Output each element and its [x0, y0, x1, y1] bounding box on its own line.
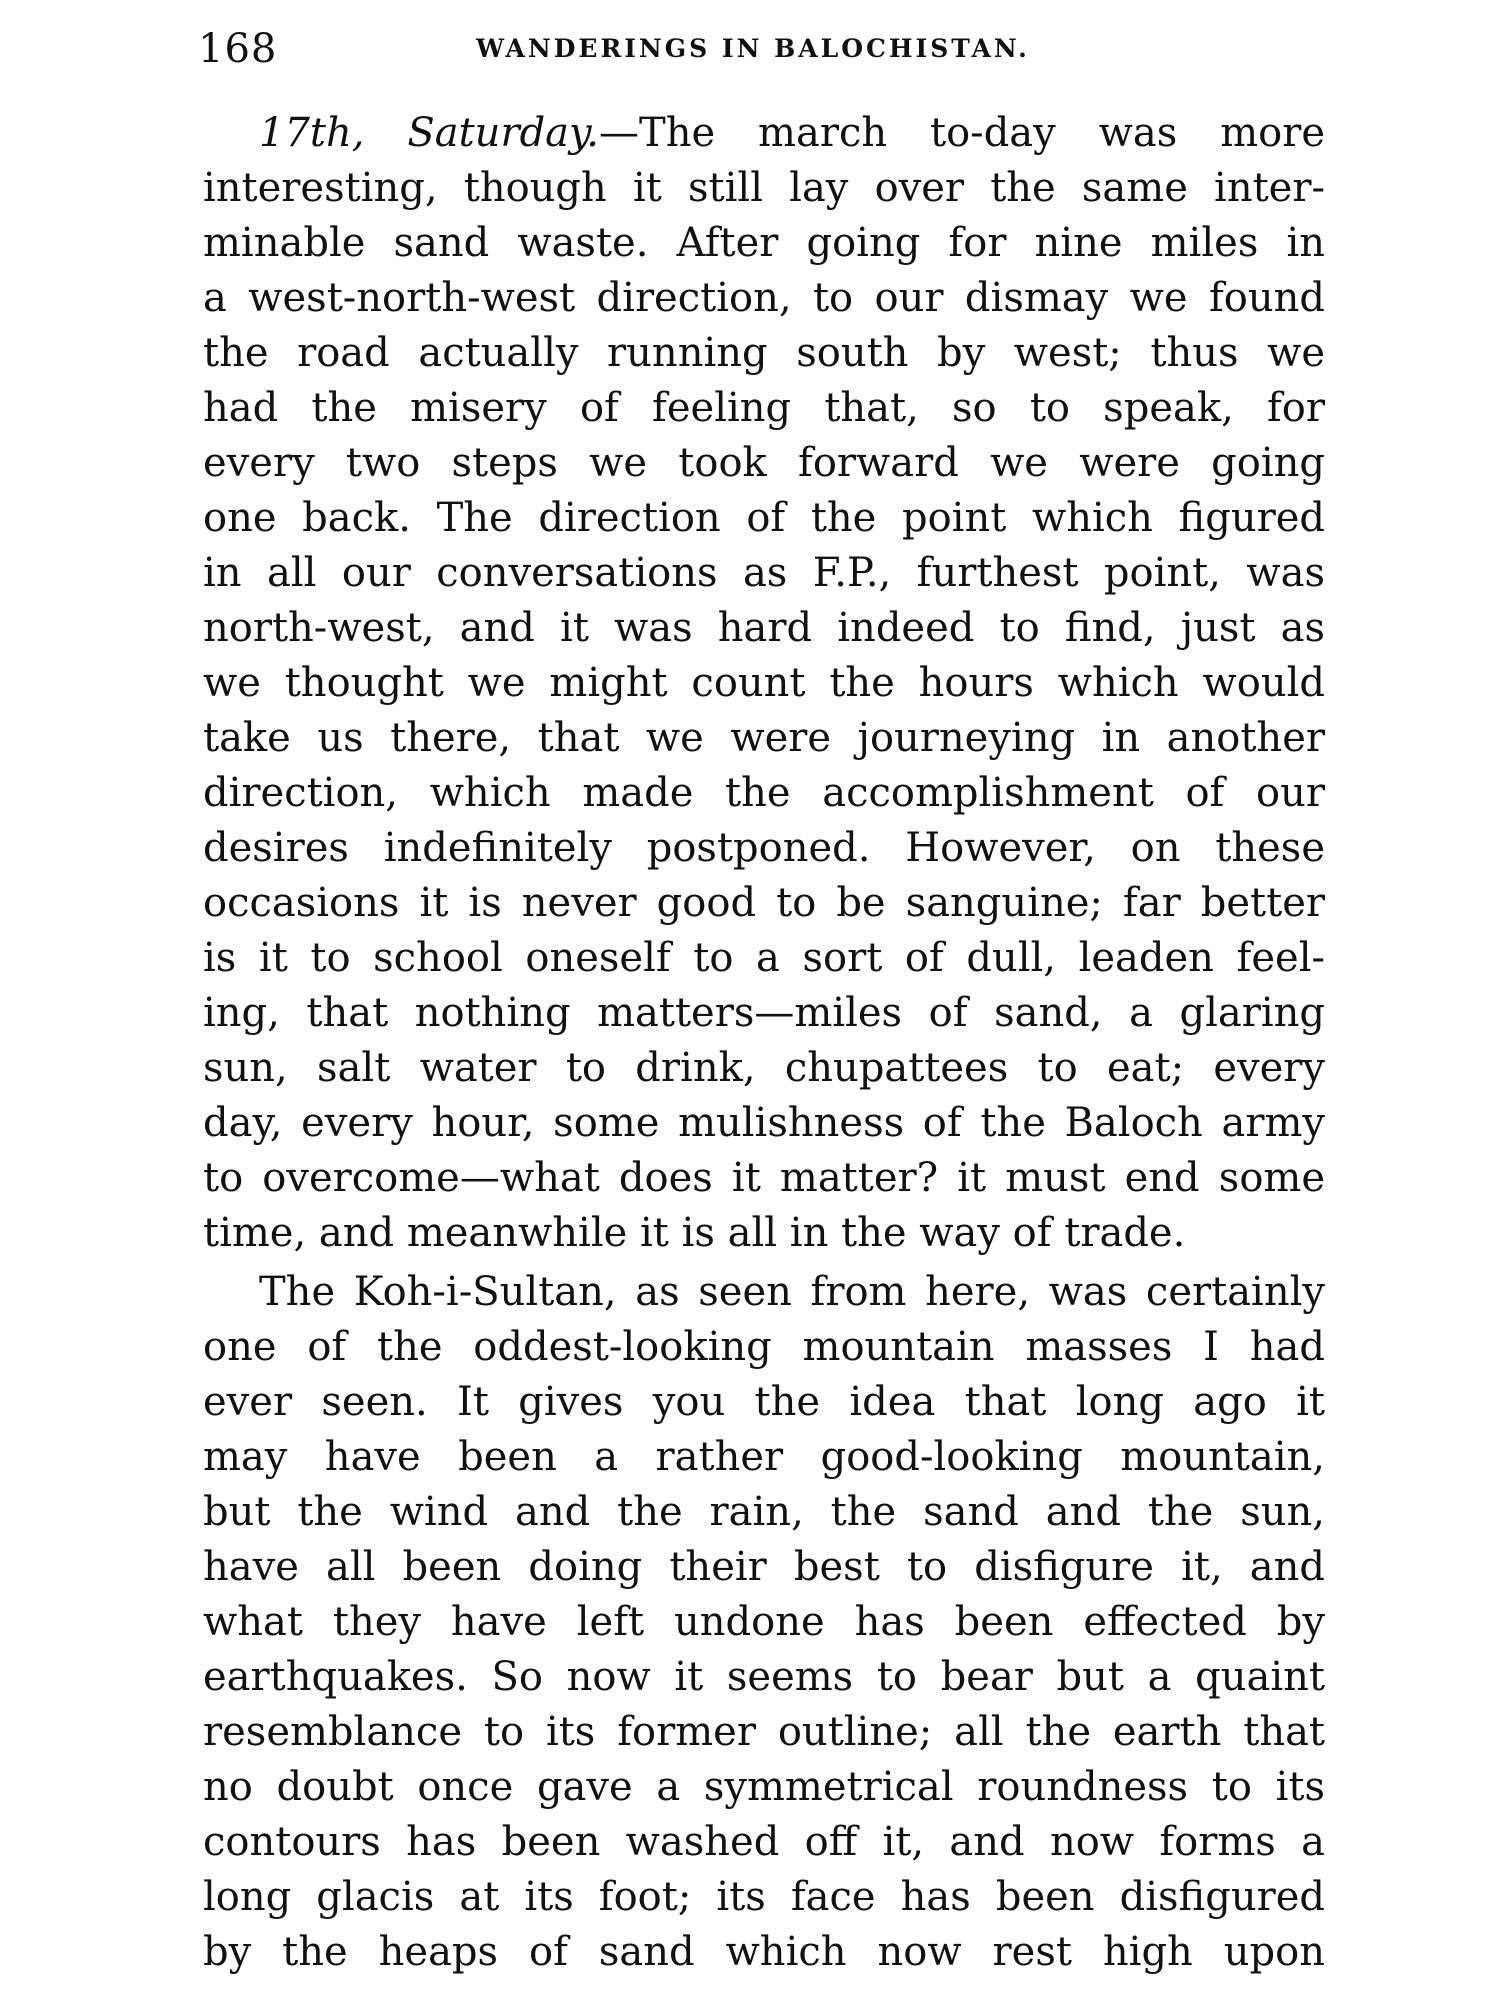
paragraph-line: we thought we might count the hours which would — [203, 660, 1325, 706]
paragraph-line — [203, 106, 1325, 161]
paragraph-line: no doubt once gave a symmetrical roundness to its — [203, 1764, 1325, 1810]
paragraph-line: one of the oddest-looking mountain masses I had — [203, 1324, 1325, 1370]
paragraph-line: earthquakes. So now it seems to bear but a quaint — [203, 1654, 1325, 1700]
paragraph-line: a west-north-west direction, to our dismay we found — [203, 275, 1325, 321]
paragraph-line: north-west, and it was hard indeed to find, just as — [203, 605, 1325, 651]
paragraph-line: may have been a rather good-looking mountain, — [203, 1434, 1325, 1480]
paragraph-line: time, and meanwhile it is all in the way of trade. — [203, 1210, 1186, 1256]
first-line-text: —The march to-day was more — [599, 110, 1325, 156]
paragraph-line: to overcome—what does it matter? it must end some — [203, 1155, 1325, 1201]
paragraph-line: interesting, though it still lay over the same inter- — [203, 165, 1325, 211]
paragraph-line: but the wind and the rain, the sand and the sun, — [203, 1489, 1325, 1535]
running-title: WANDERINGS IN BALOCHISTAN. — [476, 34, 1030, 63]
paragraph-line: sun, salt water to drink, chupattees to eat; every — [203, 1045, 1325, 1091]
paragraph-line: the road actually running south by west; thus we — [203, 330, 1325, 376]
paragraph-line: ing, that nothing matters—miles of sand, a glaring — [203, 990, 1325, 1036]
paragraph-line: in all our conversations as F.P., furthest point, was — [203, 550, 1325, 596]
paragraph-line: direction, which made the accomplishment of our — [203, 770, 1325, 816]
paragraph-line: had the misery of feeling that, so to speak, for — [203, 385, 1325, 431]
paragraph-line: by the heaps of sand which now rest high upon — [203, 1929, 1325, 1975]
paragraph-line: occasions it is never good to be sanguine; far better — [203, 880, 1325, 926]
paragraph-2 — [203, 1265, 1325, 1980]
page-number: 168 — [198, 26, 278, 72]
paragraph-line: take us there, that we were journeying in another — [203, 715, 1325, 761]
paragraph-line: The Koh-i-Sultan, as seen from here, was certainly — [259, 1269, 1325, 1315]
paragraph-line: one back. The direction of the point which figured — [203, 495, 1325, 541]
paragraph-line: is it to school oneself to a sort of dull, leaden feel- — [203, 935, 1325, 981]
paragraph-line: long glacis at its foot; its face has been disfigured — [203, 1874, 1325, 1920]
paragraph-line: desires indefinitely postponed. However, on these — [203, 825, 1325, 871]
paragraph-line: minable sand waste. After going for nine miles in — [203, 220, 1325, 266]
paragraph-line: resemblance to its former outline; all the earth that — [203, 1709, 1325, 1755]
paragraph-line: contours has been washed off it, and now forms a — [203, 1819, 1325, 1865]
paragraph-line: ever seen. It gives you the idea that long ago it — [203, 1379, 1325, 1425]
entry-date: 17th, Saturday. — [259, 110, 600, 156]
paragraph-line: day, every hour, some mulishness of the Baloch army — [203, 1100, 1325, 1146]
body-text — [203, 106, 1325, 1980]
paragraph-line: every two steps we took forward we were going — [203, 440, 1325, 486]
page-header — [198, 26, 1318, 86]
paragraph-1 — [203, 106, 1325, 1261]
paragraph-line: have all been doing their best to disfigure it, and — [203, 1544, 1325, 1590]
paragraph-line: what they have left undone has been effected by — [203, 1599, 1325, 1645]
